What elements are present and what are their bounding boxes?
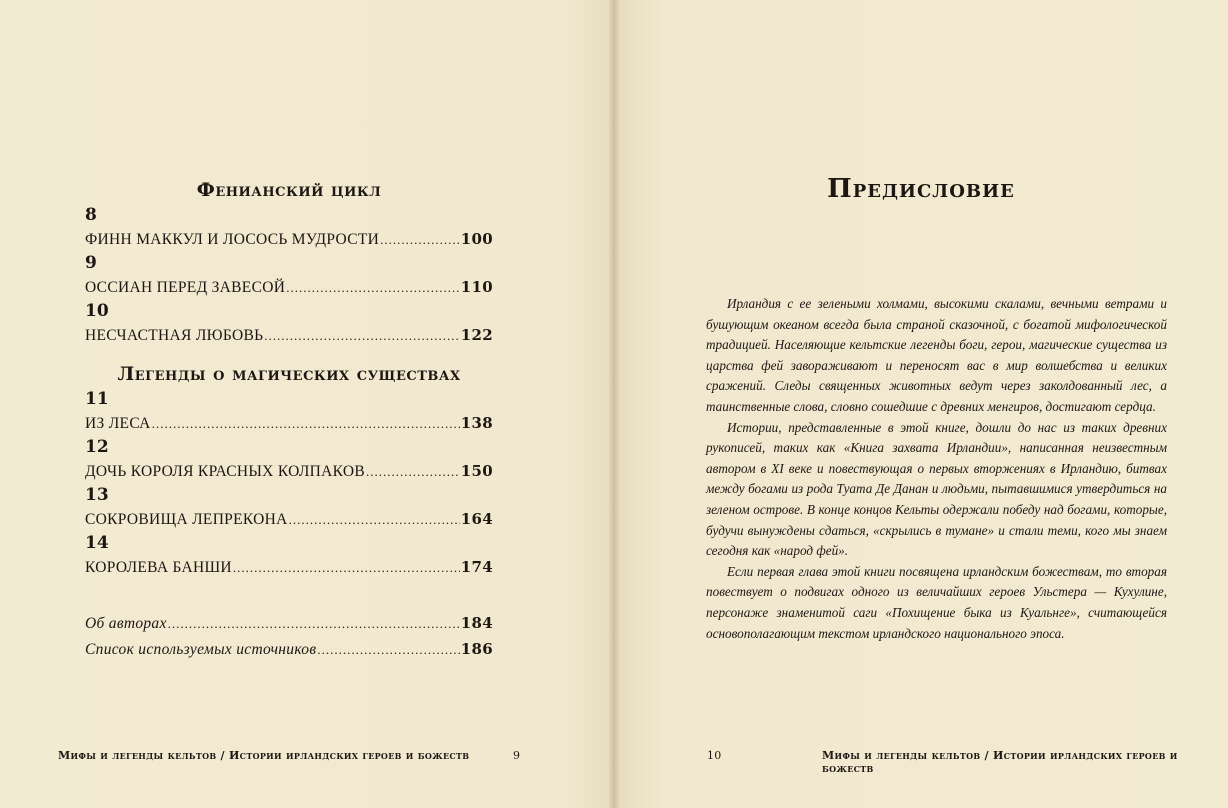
toc-entry[interactable] [85, 458, 493, 484]
book-gutter [608, 0, 620, 808]
dot-leader [289, 507, 460, 533]
toc-appendix-entry[interactable] [85, 636, 493, 662]
toc-entry-title: КОРОЛЕВА БАНШИ [85, 559, 232, 576]
preface-title: Предисловие [827, 174, 1015, 204]
toc-entry-page: 150 [460, 462, 493, 480]
toc-entry-page: 164 [460, 510, 493, 528]
preface-body [706, 294, 1167, 644]
dot-leader [264, 323, 459, 349]
toc-entry-page: 122 [460, 326, 493, 344]
toc-entry[interactable] [85, 274, 493, 300]
toc-entry-title: ФИНН МАККУЛ И ЛОСОСЬ МУДРОСТИ [85, 231, 380, 248]
preface-paragraph: Истории, представленные в этой книге, дошли до нас из таких древних рукописей, таких как «Книга захвата Ирландии», написанная неизвестным автором в XI веке и повествующая о первых вторжениях в Ирландию, битвах между богами из рода Туата Де Данан и людьми, пытавшимися утвердиться на зеленом острове. В конце концов Кельты одержали победу над богами, которые, будучи вынуждены сдаться, «скрылись в тумане» и стали теми, кого мы знаем сегодня как «народ фей». [706, 419, 1167, 559]
chapter-number: 10 [85, 301, 109, 321]
toc-entry[interactable] [85, 554, 493, 580]
page-number: 9 [513, 749, 521, 762]
toc-entry-title: Список используемых источников [85, 641, 317, 658]
toc-entry-page: 184 [460, 614, 493, 632]
toc-entry-title: СОКРОВИЩА ЛЕПРЕКОНА [85, 511, 288, 528]
toc-entry-page: 186 [460, 640, 493, 658]
dot-leader [286, 275, 460, 301]
toc-spacer [85, 580, 493, 610]
toc-entry[interactable] [85, 410, 493, 436]
toc-entry[interactable] [85, 506, 493, 532]
toc-entry-title: ДОЧЬ КОРОЛЯ КРАСНЫХ КОЛПАКОВ [85, 463, 366, 480]
dot-leader [168, 611, 460, 637]
toc-entry-title: НЕСЧАСТНАЯ ЛЮБОВЬ [85, 327, 264, 344]
toc-entry-title: ИЗ ЛЕСА [85, 415, 151, 432]
toc-entry-page: 100 [460, 230, 493, 248]
dot-leader [317, 637, 459, 663]
chapter-number: 13 [85, 485, 109, 505]
section-title: Фенианский цикл [196, 179, 382, 201]
chapter-number: 12 [85, 437, 109, 457]
page-number: 10 [707, 749, 722, 762]
chapter-number: 9 [85, 253, 97, 273]
right-page [614, 0, 1228, 808]
chapter-number: 14 [85, 533, 109, 553]
preface-paragraph: Ирландия с ее зелеными холмами, высокими скалами, вечными ветрами и бушующим океаном всегда была страной сказочной, с богатой мифологической традицией. Населяющие кельтские легенды боги, герои, магические существа из царства фей завораживают и переносят вас в мир волшебства и великих сражений. Следы священных животных ведут через заколдованный лес, а таинственные слова, словно сошедшие с древних менгиров, достигают сердца. [706, 296, 1167, 414]
chapter-number: 8 [85, 205, 97, 225]
toc-entry-page: 138 [460, 414, 493, 432]
dot-leader [233, 555, 460, 581]
preface-paragraph: Если первая глава этой книги посвящена ирландским божествам, то вторая повествует о подвигах одного из величайших героев Ульстера — Кухулине, персонаже знаменитой саги «Похищение быка из Куальнге», считающейся основополагающим текстом ирландского национального эпоса. [706, 563, 1167, 641]
section-title: Легенды о магических существах [117, 363, 461, 385]
toc-entry-page: 110 [460, 278, 493, 296]
dot-leader [366, 459, 460, 485]
dot-leader [380, 227, 460, 253]
toc-entry-page: 174 [460, 558, 493, 576]
toc-entry[interactable] [85, 226, 493, 252]
chapter-number: 11 [85, 389, 109, 409]
toc-entry-title: Об авторах [85, 615, 167, 632]
toc-appendix-entry[interactable] [85, 610, 493, 636]
running-footer-title: Мифы и легенды кельтов / Истории ирландских героев и божеств [822, 749, 1178, 775]
dot-leader [152, 411, 460, 437]
running-footer-title: Мифы и легенды кельтов / Истории ирландских героев и божеств [58, 749, 470, 762]
toc-entry-title: ОССИАН ПЕРЕД ЗАВЕСОЙ [85, 279, 286, 296]
toc-entry[interactable] [85, 322, 493, 348]
table-of-contents [85, 176, 493, 662]
